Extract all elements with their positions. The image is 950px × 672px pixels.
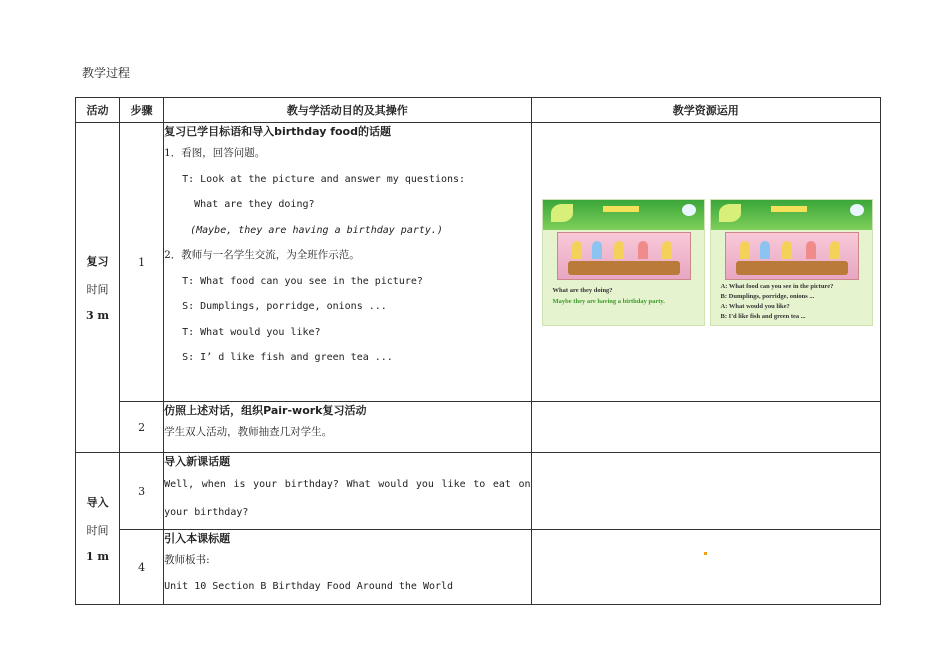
header-resources: 教学资源运用 xyxy=(531,98,880,123)
step-heading: 仿照上述对话，组织Pair-work复习活动 xyxy=(164,404,367,417)
operation-cell xyxy=(164,402,531,453)
op-line: 1．看图，回答问题。 xyxy=(164,147,266,159)
leaf-logo-icon xyxy=(551,204,573,222)
op-line: 2．教师与一名学生交流，为全班作示范。 xyxy=(164,249,360,261)
activity-duration: 1 m xyxy=(85,550,110,563)
step-number: 2 xyxy=(120,402,164,453)
op-line: T: Look at the picture and answer my questions: xyxy=(182,173,466,185)
activity-name: 导入 xyxy=(86,496,109,509)
activity-time-label: 时间 xyxy=(86,283,109,296)
step-number: 4 xyxy=(120,530,164,605)
op-line: Unit 10 Section B Birthday Food Around the World xyxy=(164,580,454,592)
activity-cell-review xyxy=(76,123,120,453)
slide-text: A: What food can you see in the picture? xyxy=(720,282,834,290)
resource-cell xyxy=(531,123,880,402)
teaching-process-table xyxy=(75,97,881,605)
slide-tag xyxy=(771,206,807,212)
food-table xyxy=(568,261,680,275)
party-picture xyxy=(725,232,859,280)
slide-text: A: What would you like? xyxy=(720,302,790,310)
leaf-logo-icon xyxy=(719,204,741,222)
resource-cell xyxy=(531,402,880,453)
operation-cell xyxy=(164,453,531,530)
activity-name: 复习 xyxy=(86,255,109,268)
op-line: T: What would you like? xyxy=(182,326,321,338)
resource-cell xyxy=(531,453,880,530)
op-line: 学生双人活动，教师抽查几对学生。 xyxy=(164,426,333,438)
food-table xyxy=(736,261,848,275)
table-row xyxy=(76,402,881,453)
op-line: What are they doing? xyxy=(194,199,315,210)
op-line: Well, when is your birthday? What would you like to eat on your birthday? xyxy=(164,479,531,518)
op-line: T: What food can you see in the picture? xyxy=(182,275,423,287)
slide-banner xyxy=(543,200,704,230)
op-line: S: I’ d like fish and green tea ... xyxy=(182,352,393,363)
slide-text: Maybe they are having a birthday party. xyxy=(552,297,665,305)
activity-duration: 3 m xyxy=(85,309,110,322)
table-row xyxy=(76,530,881,605)
orange-dot-mark xyxy=(704,552,707,555)
step-number: 3 xyxy=(120,453,164,530)
header-row xyxy=(76,98,881,123)
slide-text: B: I'd like fish and green tea ... xyxy=(720,312,806,320)
party-picture xyxy=(557,232,691,280)
header-operation: 教与学活动目的及其操作 xyxy=(164,98,531,123)
slide-thumbnail-1 xyxy=(542,199,705,326)
step-heading: 导入新课话题 xyxy=(164,455,231,468)
table-row xyxy=(76,453,881,530)
step-number: 1 xyxy=(120,123,164,402)
slide-text: What are they doing? xyxy=(552,286,613,294)
op-line: 教师板书: xyxy=(164,554,210,566)
operation-cell xyxy=(164,530,531,605)
op-line: S: Dumplings, porridge, onions ... xyxy=(182,301,387,312)
operation-cell xyxy=(164,123,531,402)
header-activity: 活动 xyxy=(76,98,120,123)
header-step: 步骤 xyxy=(120,98,164,123)
step-heading: 引入本课标题 xyxy=(164,532,231,545)
dove-icon xyxy=(850,204,864,216)
page-title: 教学过程 xyxy=(82,66,131,80)
dove-icon xyxy=(682,204,696,216)
slide-thumbnails xyxy=(532,199,880,326)
slide-text: B: Dumplings, porridge, onions ... xyxy=(720,292,815,300)
activity-time-label: 时间 xyxy=(86,524,109,537)
slide-banner xyxy=(711,200,872,230)
slide-tag xyxy=(603,206,639,212)
table-row xyxy=(76,123,881,402)
slide-thumbnail-2 xyxy=(710,199,873,326)
activity-cell-intro xyxy=(76,453,120,605)
step-heading: 复习已学目标语和导入birthday food的话题 xyxy=(164,125,391,138)
resource-cell xyxy=(531,530,880,605)
op-line: (Maybe, they are having a birthday party.) xyxy=(190,224,443,236)
